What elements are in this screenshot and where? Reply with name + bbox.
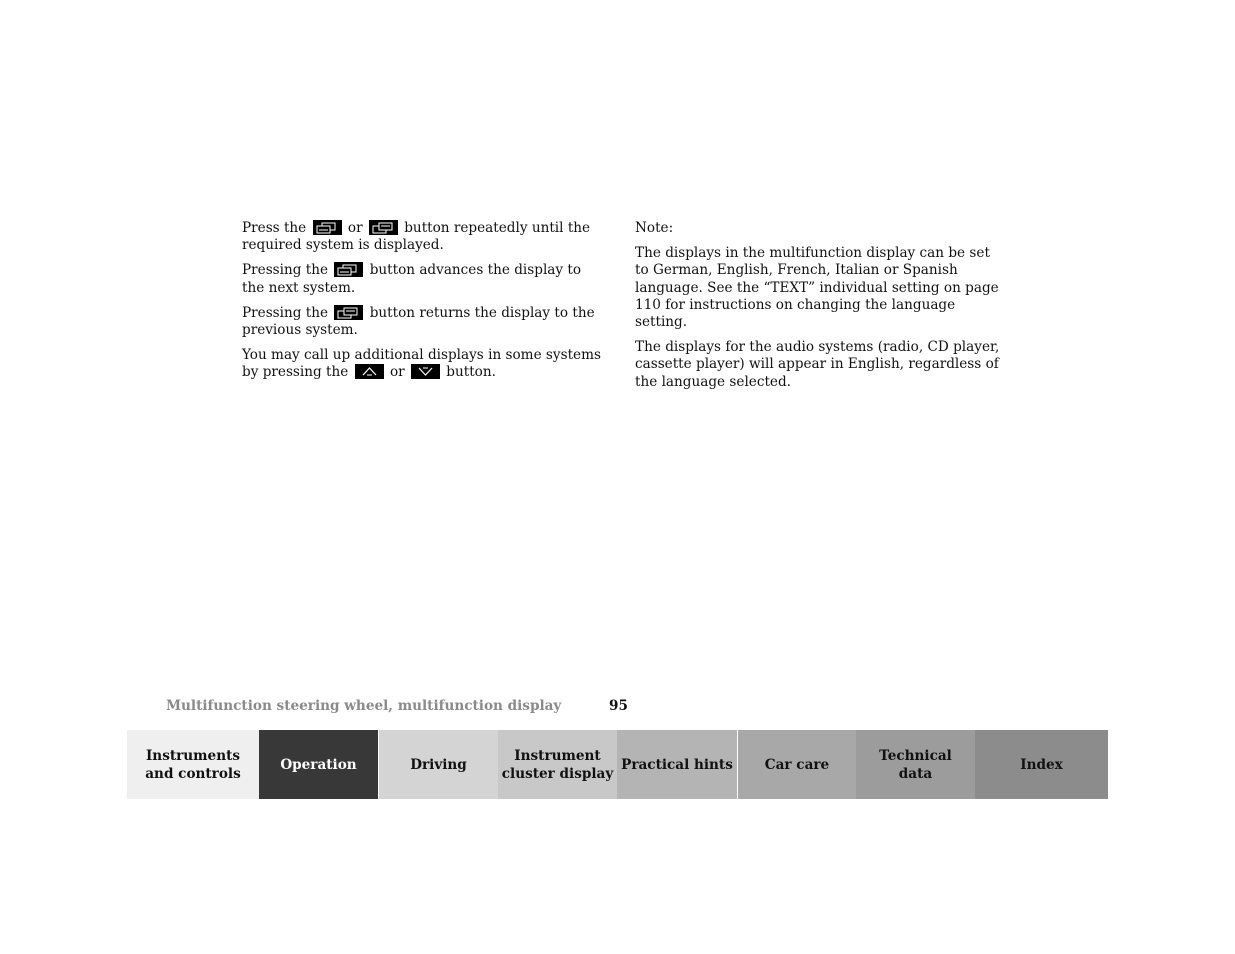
note-language-paragraph: The displays in the multifunction display can be set to German, English, French, Italian or Spanish language. See the “TEXT” individual setting on page 110 for instructions on changing the language setting.: [635, 245, 999, 331]
tab-label: Car care: [764, 756, 830, 773]
tab-instrument-cluster-display[interactable]: [498, 730, 617, 799]
text: Pressing the: [242, 304, 329, 321]
system-prev-icon: [334, 305, 363, 320]
tab-driving[interactable]: [378, 730, 498, 799]
tab-technical-data[interactable]: [856, 730, 975, 799]
text: Press the: [242, 220, 307, 236]
section-title: Multifunction steering wheel, multifunction display: [166, 698, 562, 714]
tab-label: Operation: [280, 756, 357, 773]
note-audio-paragraph: The displays for the audio systems (radio, CD player, cassette player) will appear in English, regardless of the language selected.: [635, 339, 1000, 390]
system-prev-icon: [369, 220, 398, 235]
tab-index[interactable]: [975, 730, 1108, 799]
tab-label: Index: [1020, 756, 1063, 773]
system-next-icon: [313, 220, 342, 235]
tab-label: Instrument cluster display: [501, 747, 614, 782]
tab-instruments-and-controls[interactable]: [127, 730, 259, 799]
text: button advances the display to the next system.: [242, 262, 582, 296]
tab-label: Instruments and controls: [145, 747, 241, 782]
up-arrow-icon: [355, 364, 384, 379]
paragraph-return: [242, 305, 607, 339]
tab-practical-hints[interactable]: [617, 730, 737, 799]
tab-label: Practical hints: [621, 756, 733, 773]
tab-operation[interactable]: [259, 730, 378, 799]
system-next-icon: [334, 262, 363, 277]
tab-label: Technical data: [879, 747, 952, 782]
left-column: [242, 220, 607, 390]
page-number: 95: [609, 698, 628, 714]
paragraph-advance: [242, 262, 607, 296]
down-arrow-icon: [411, 364, 440, 379]
text: or: [389, 364, 405, 381]
text: or: [347, 220, 363, 236]
tab-car-care[interactable]: [737, 730, 856, 799]
text: Pressing the: [242, 262, 329, 279]
note-heading: Note:: [635, 220, 674, 236]
chapter-nav-bar: [127, 730, 1108, 799]
tab-label: Driving: [410, 756, 467, 773]
text: You may call up additional displays in some systems by pressing the: [242, 347, 601, 381]
text: button repeatedly until the required system is displayed.: [242, 220, 591, 254]
right-column: [635, 220, 1005, 399]
paragraph-select-system: [242, 220, 607, 254]
text: button.: [446, 364, 496, 381]
text: button returns the display to the previous system.: [242, 304, 595, 339]
paragraph-additional: [242, 347, 607, 381]
